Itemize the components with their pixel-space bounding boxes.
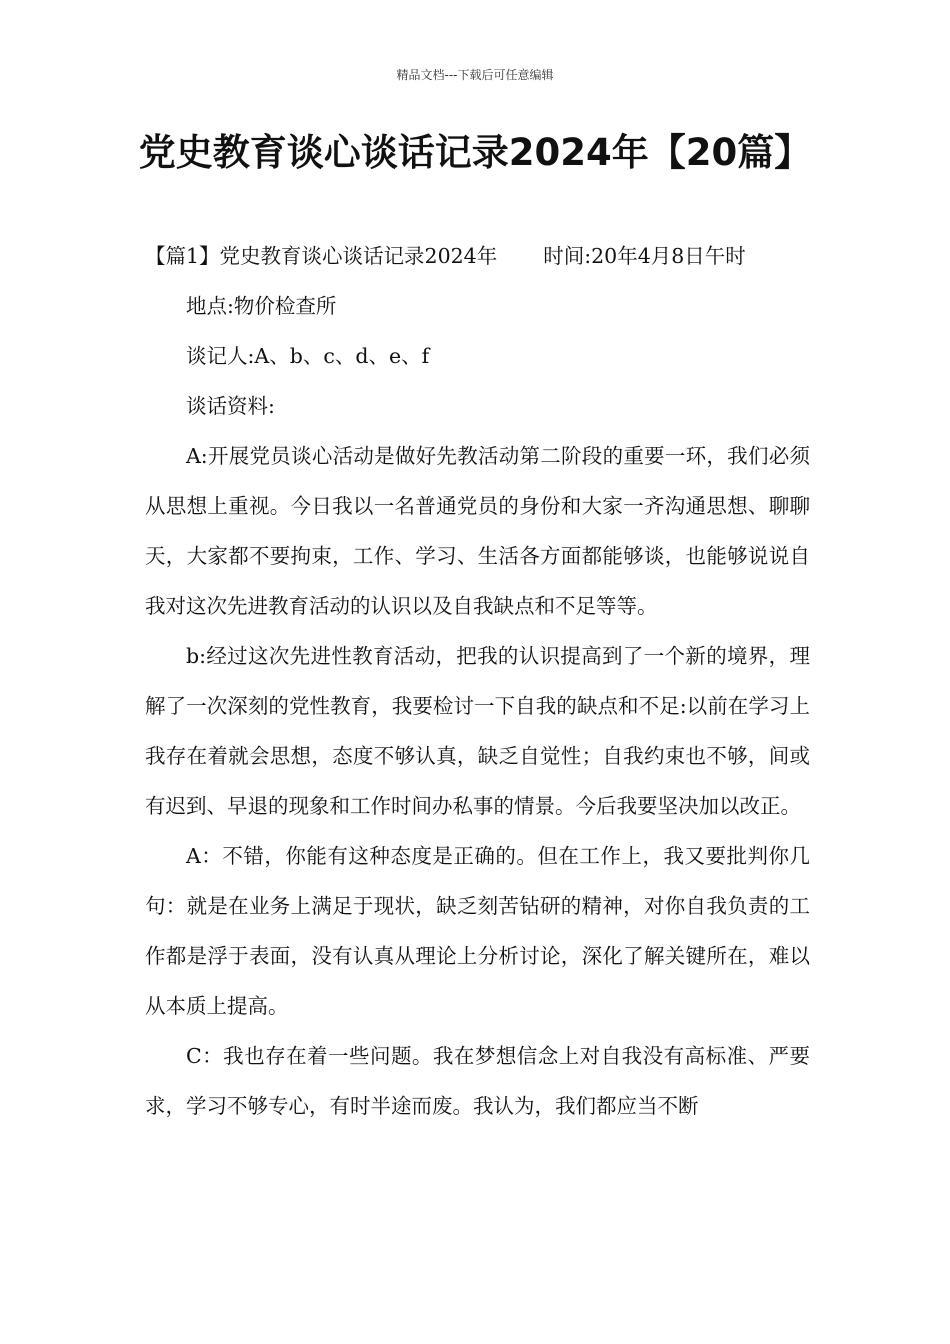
chapter-line — [145, 231, 810, 281]
document-body — [145, 231, 810, 1131]
chapter-label: 【篇1】党史教育谈心谈话记录2024年 — [145, 244, 498, 268]
document-title: 党史教育谈心谈话记录2024年【20篇】 — [138, 131, 812, 174]
body-paragraph: A：不错，你能有这种态度是正确的。但在工作上，我又要批判你几句：就是在业务上满足于现状，缺乏刻苦钻研的精神，对你自我负责的工作都是浮于表面，没有认真从理论上分析讨论，深化了解关键所在，难以从本质上提高。 — [145, 844, 810, 1018]
section-label: 谈话资料: — [186, 394, 275, 418]
body-paragraph: A:开展党员谈心活动是做好先教活动第二阶段的重要一环，我们必须从思想上重视。今日我以一名普通党员的身份和大家一齐沟通思想、聊聊天，大家都不要拘束，工作、学习、生活各方面都能够谈，也能够说说自我对这次先进教育活动的认识以及自我缺点和不足等等。 — [145, 444, 810, 618]
meeting-time: 时间:20年4月8日午时 — [543, 244, 746, 268]
body-paragraph: b:经过这次先进性教育活动，把我的认识提高到了一个新的境界，理解了一次深刻的党性教育，我要检讨一下自我的缺点和不足:以前在学习上我存在着就会思想，态度不够认真，缺乏自觉性；自我约束也不够，间或有迟到、早退的现象和工作时间办私事的情景。今后我要坚决加以改正。 — [145, 644, 810, 818]
body-paragraph: C：我也存在着一些问题。我在梦想信念上对自我没有高标准、严要求，学习不够专心，有时半途而废。我认为，我们都应当不断 — [145, 1044, 810, 1118]
meeting-location: 地点:物价检查所 — [186, 294, 337, 318]
meeting-participants: 谈记人:A、b、c、d、e、f — [186, 344, 430, 368]
header-watermark: 精品文档---下载后可任意编辑 — [396, 68, 554, 82]
